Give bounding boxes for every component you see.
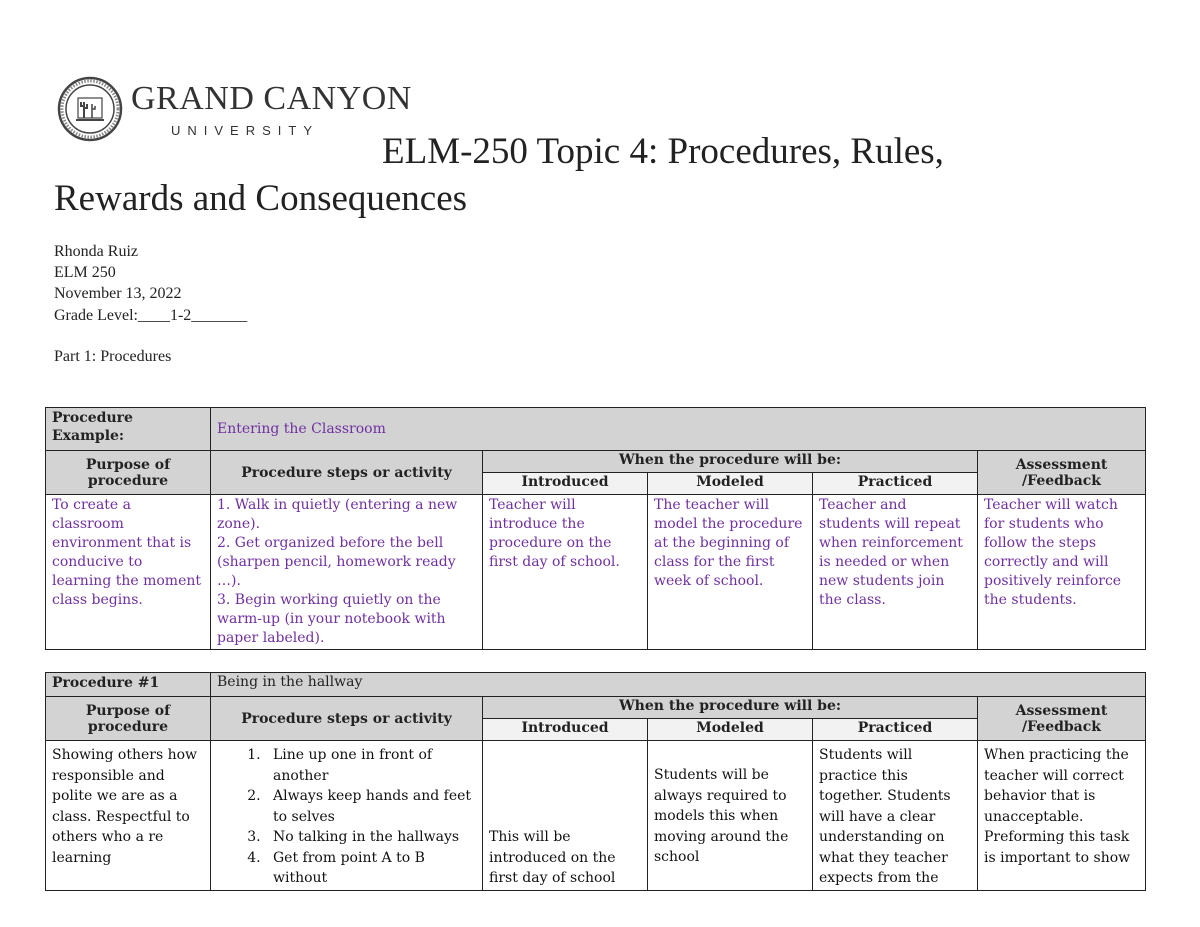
date: November 13, 2022 bbox=[54, 285, 182, 302]
introduced-header: Introduced bbox=[483, 473, 648, 495]
practiced-header: Practiced bbox=[813, 473, 978, 495]
page-title-line1: ELM-250 Topic 4: Procedures, Rules, bbox=[382, 131, 944, 172]
procedure-1-steps-list bbox=[217, 745, 476, 889]
example-practiced-cell: Teacher and students will repeat when reinforcement is needed or when new students join the class. bbox=[813, 495, 978, 650]
procedure-example-label: Procedure Example: bbox=[46, 408, 211, 451]
procedure-1-practiced-cell: Students will practice this together. Students will have a clear understanding on what they teacher expects from the bbox=[813, 741, 978, 891]
steps-header: Procedure steps or activity bbox=[211, 451, 483, 495]
example-introduced-cell: Teacher will introduce the procedure on the first day of school. bbox=[483, 495, 648, 650]
procedure-1-assessment-cell: When practicing the teacher will correct behavior that is unacceptable. Preforming this task is important to show bbox=[978, 741, 1146, 891]
procedure-example-name bbox=[211, 408, 1146, 451]
page-title-line2: Rewards and Consequences bbox=[54, 178, 468, 219]
procedure-1-introduced-cell: This will be introduced on the first day of school bbox=[483, 741, 648, 891]
steps-header: Procedure steps or activity bbox=[211, 697, 483, 741]
procedure-1-name: Being in the hallway bbox=[211, 673, 1146, 697]
brand-name: GRAND CANYON bbox=[131, 80, 412, 117]
purpose-header: Purpose of procedure bbox=[46, 451, 211, 495]
example-steps-cell bbox=[211, 495, 483, 650]
procedure-1-steps-cell bbox=[211, 741, 483, 891]
modeled-header: Modeled bbox=[648, 473, 813, 495]
part-heading: Part 1: Procedures bbox=[54, 348, 172, 365]
purpose-header: Purpose of procedure bbox=[46, 697, 211, 741]
when-header: When the procedure will be: bbox=[483, 697, 978, 719]
example-modeled-cell: The teacher will model the procedure at the beginning of class for the first week of school. bbox=[648, 495, 813, 650]
procedure-1-label: Procedure #1 bbox=[46, 673, 211, 697]
example-step: 1. Walk in quietly (entering a new zone). bbox=[217, 497, 458, 532]
assessment-header: Assessment /Feedback bbox=[978, 451, 1146, 495]
procedure-example-table bbox=[45, 407, 1146, 650]
procedure-1-step: 4. Get from point A to B without bbox=[265, 848, 476, 889]
procedure-1-table bbox=[45, 672, 1146, 891]
university-seal-icon bbox=[54, 76, 126, 142]
example-step: 3. Begin working quietly on the warm-up (in your notebook with paper labeled). bbox=[217, 592, 446, 646]
course-code: ELM 250 bbox=[54, 264, 116, 281]
procedure-1-modeled-cell: Students will be always required to models this when moving around the school bbox=[648, 741, 813, 891]
assessment-header: Assessment /Feedback bbox=[978, 697, 1146, 741]
procedure-1-step: 1. Line up one in front of another bbox=[265, 745, 476, 786]
grade-level: Grade Level:____1-2_______ bbox=[54, 307, 248, 324]
procedure-1-step: 2. Always keep hands and feet to selves bbox=[265, 786, 476, 827]
brand-subtitle: UNIVERSITY bbox=[171, 123, 320, 138]
procedure-1-step: 3. No talking in the hallways bbox=[265, 827, 476, 848]
practiced-header: Practiced bbox=[813, 719, 978, 741]
procedure-example-name-text: Entering the Classroom bbox=[217, 420, 386, 437]
introduced-header: Introduced bbox=[483, 719, 648, 741]
when-header: When the procedure will be: bbox=[483, 451, 978, 473]
procedure-1-purpose-cell: Showing others how responsible and polite we are as a class. Respectful to others who a re learning bbox=[46, 741, 211, 891]
modeled-header: Modeled bbox=[648, 719, 813, 741]
student-name: Rhonda Ruiz bbox=[54, 243, 138, 260]
example-purpose-cell: To create a classroom environment that is conducive to learning the moment class begins. bbox=[46, 495, 211, 650]
example-assessment-cell: Teacher will watch for students who follow the steps correctly and will positively reinforce the students. bbox=[978, 495, 1146, 650]
example-step: 2. Get organized before the bell (sharpen pencil, homework ready …). bbox=[217, 535, 456, 589]
university-logo bbox=[54, 76, 412, 142]
